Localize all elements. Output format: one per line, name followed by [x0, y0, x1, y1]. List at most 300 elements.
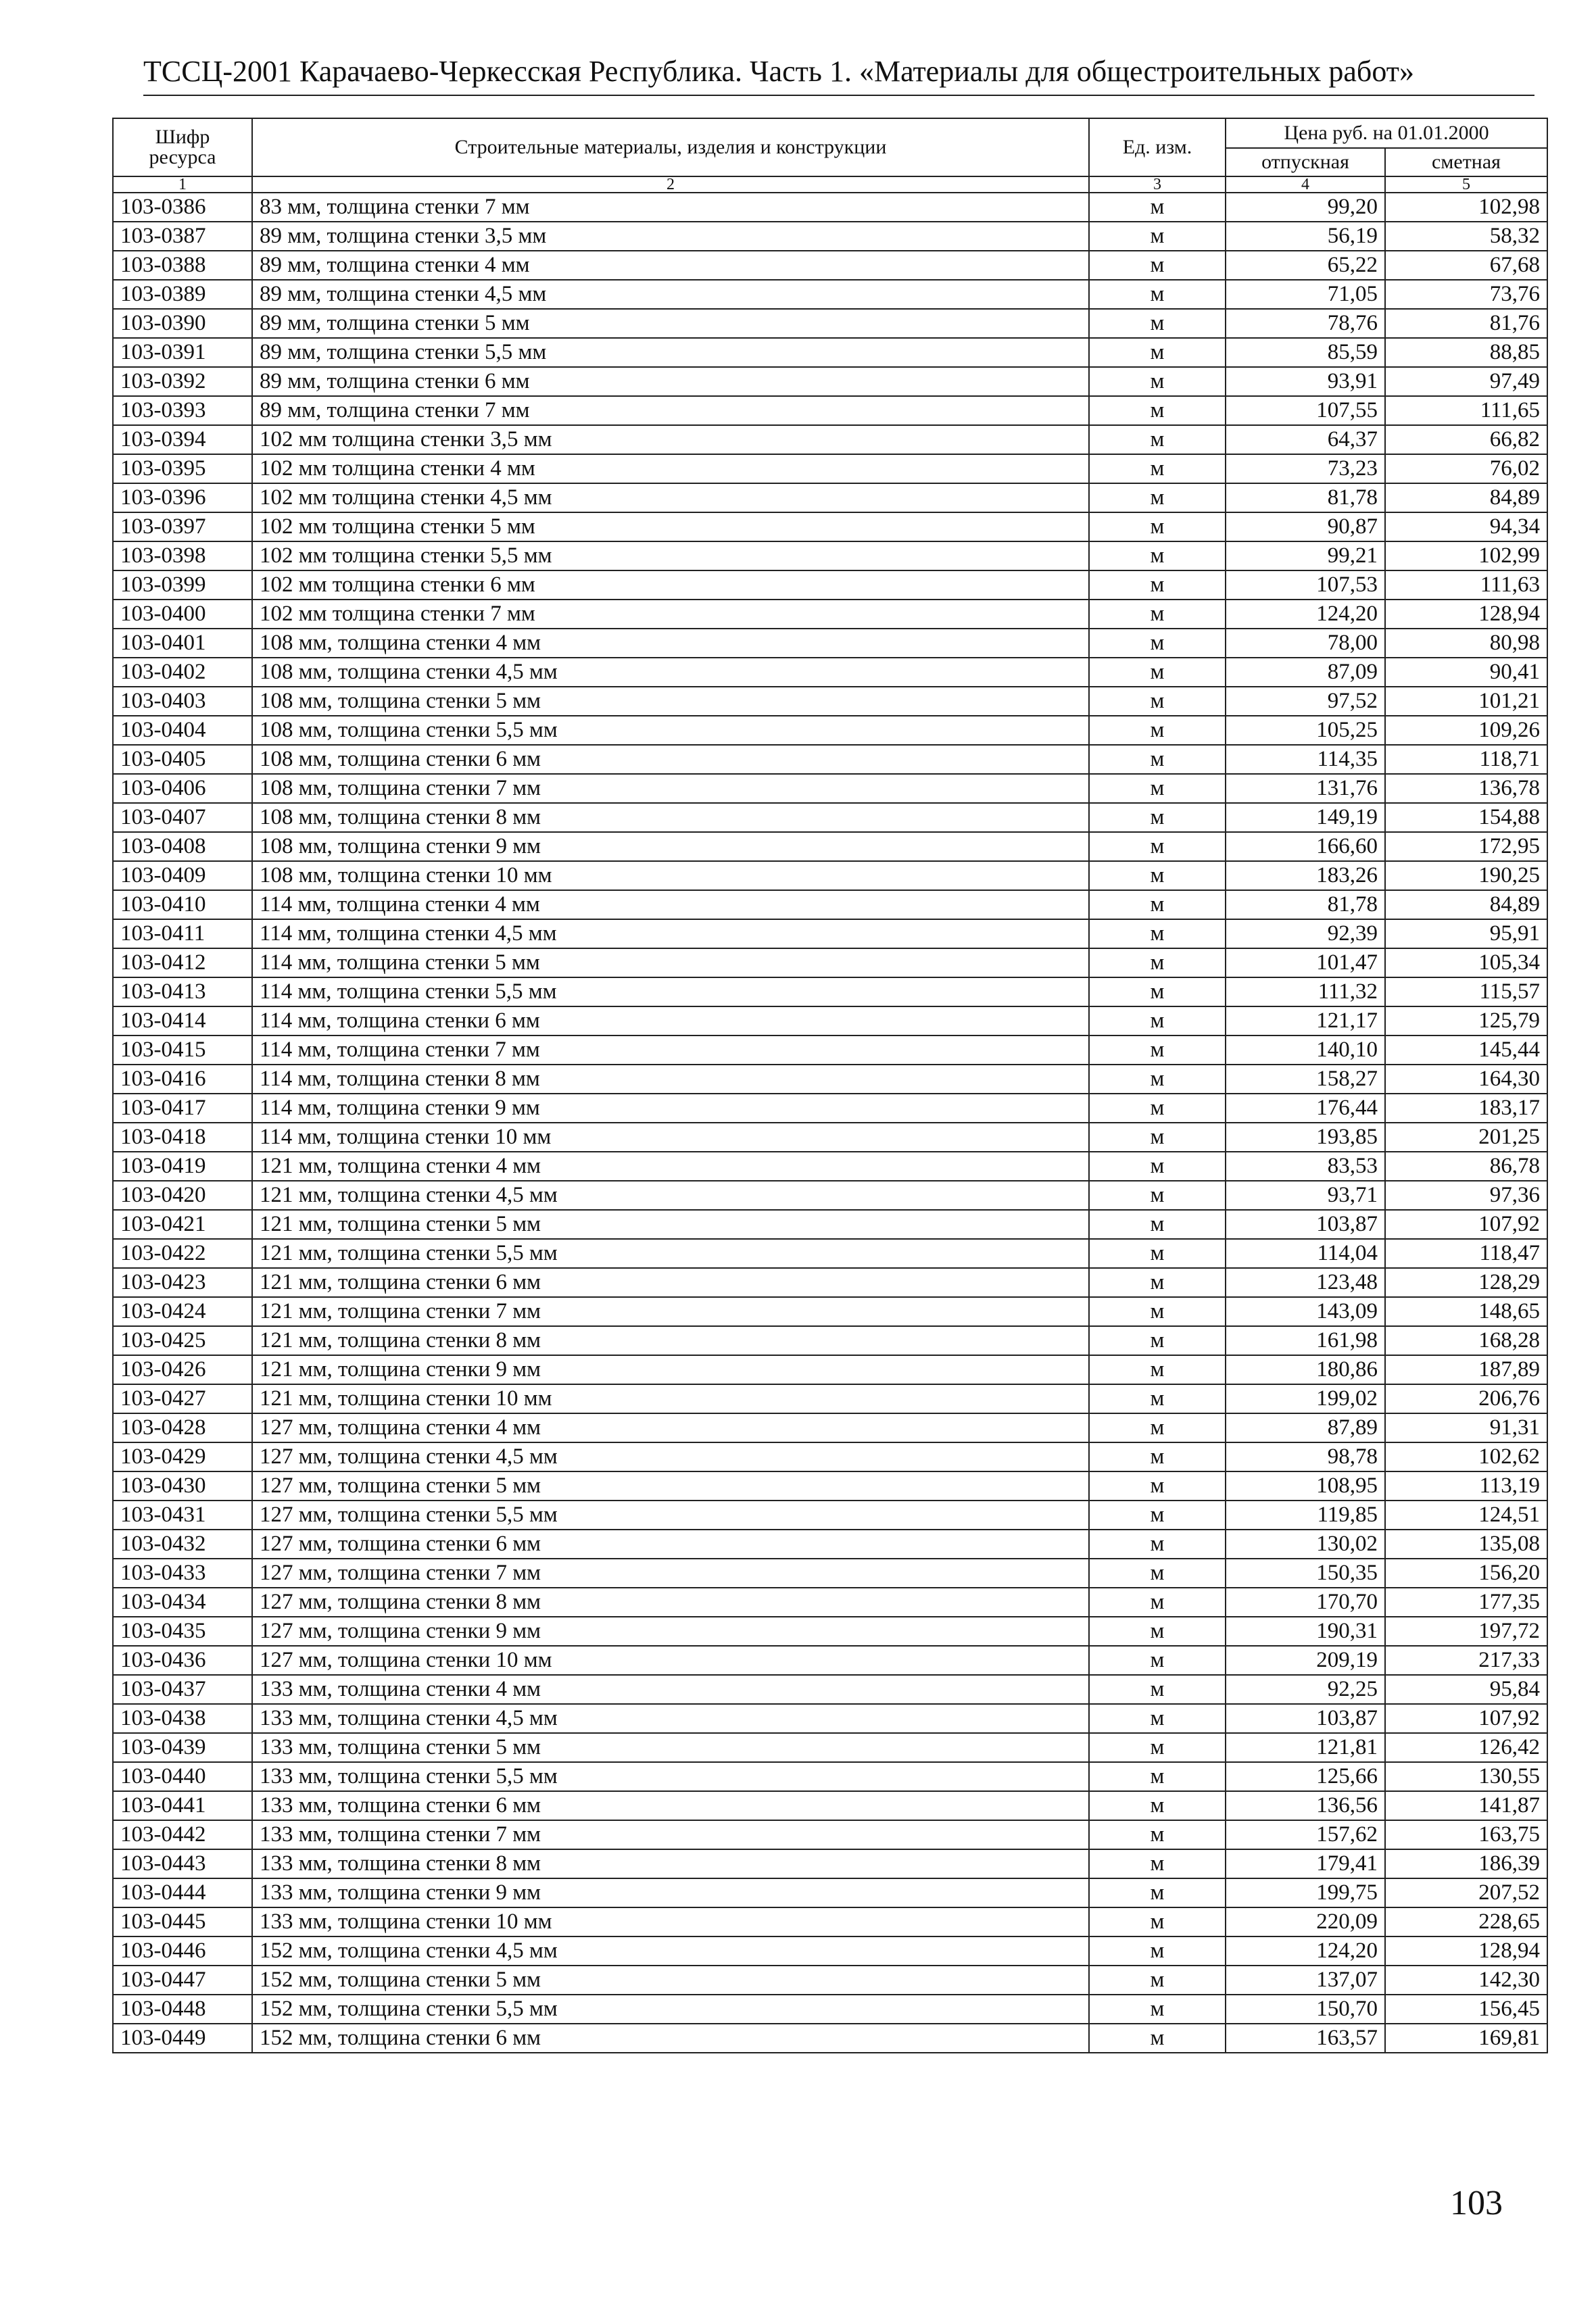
table-row — [113, 1704, 1547, 1733]
cell-estimate-price: 145,44 — [1385, 1035, 1547, 1065]
cell-name: 108 мм, толщина стенки 4 мм — [252, 629, 1089, 658]
cell-release-price: 170,70 — [1226, 1588, 1385, 1617]
cell-name: 114 мм, толщина стенки 9 мм — [252, 1094, 1089, 1123]
cell-unit: м — [1089, 919, 1226, 948]
cell-code: 103-0442 — [113, 1820, 252, 1849]
cell-estimate-price: 118,71 — [1385, 745, 1547, 774]
cell-release-price: 107,55 — [1226, 396, 1385, 425]
cell-estimate-price: 186,39 — [1385, 1849, 1547, 1878]
cell-code: 103-0428 — [113, 1413, 252, 1442]
cell-name: 133 мм, толщина стенки 5 мм — [252, 1733, 1089, 1762]
cell-unit: м — [1089, 309, 1226, 338]
cell-estimate-price: 90,41 — [1385, 658, 1547, 687]
cell-estimate-price: 124,51 — [1385, 1501, 1547, 1530]
cell-estimate-price: 76,02 — [1385, 454, 1547, 483]
cell-name: 108 мм, толщина стенки 10 мм — [252, 861, 1089, 890]
cell-estimate-price: 97,49 — [1385, 367, 1547, 396]
cell-release-price: 176,44 — [1226, 1094, 1385, 1123]
cell-code: 103-0389 — [113, 280, 252, 309]
cell-unit: м — [1089, 1152, 1226, 1181]
cell-estimate-price: 111,65 — [1385, 396, 1547, 425]
cell-release-price: 103,87 — [1226, 1210, 1385, 1239]
cell-unit: м — [1089, 1384, 1226, 1413]
cell-unit: м — [1089, 454, 1226, 483]
cell-unit: м — [1089, 1936, 1226, 1966]
table-row — [113, 1065, 1547, 1094]
cell-name: 89 мм, толщина стенки 7 мм — [252, 396, 1089, 425]
cell-release-price: 179,41 — [1226, 1849, 1385, 1878]
cell-release-price: 108,95 — [1226, 1471, 1385, 1501]
cell-estimate-price: 172,95 — [1385, 832, 1547, 861]
column-number-row — [113, 176, 1547, 193]
cell-release-price: 209,19 — [1226, 1646, 1385, 1675]
cell-code: 103-0437 — [113, 1675, 252, 1704]
cell-code: 103-0413 — [113, 977, 252, 1006]
cell-name: 121 мм, толщина стенки 6 мм — [252, 1268, 1089, 1297]
table-row — [113, 1152, 1547, 1181]
cell-estimate-price: 102,98 — [1385, 193, 1547, 222]
cell-release-price: 83,53 — [1226, 1152, 1385, 1181]
cell-unit: м — [1089, 280, 1226, 309]
cell-unit: м — [1089, 977, 1226, 1006]
column-number: 5 — [1385, 176, 1547, 193]
cell-release-price: 73,23 — [1226, 454, 1385, 483]
cell-code: 103-0394 — [113, 425, 252, 454]
cell-release-price: 137,07 — [1226, 1966, 1385, 1995]
cell-release-price: 124,20 — [1226, 600, 1385, 629]
cell-code: 103-0430 — [113, 1471, 252, 1501]
cell-code: 103-0386 — [113, 193, 252, 222]
cell-estimate-price: 141,87 — [1385, 1791, 1547, 1820]
price-table — [112, 118, 1548, 2053]
cell-release-price: 85,59 — [1226, 338, 1385, 367]
cell-estimate-price: 73,76 — [1385, 280, 1547, 309]
cell-release-price: 193,85 — [1226, 1123, 1385, 1152]
cell-unit: м — [1089, 1559, 1226, 1588]
cell-name: 108 мм, толщина стенки 9 мм — [252, 832, 1089, 861]
cell-unit: м — [1089, 803, 1226, 832]
header-rule — [143, 95, 1534, 96]
cell-estimate-price: 97,36 — [1385, 1181, 1547, 1210]
cell-unit: м — [1089, 1239, 1226, 1268]
cell-unit: м — [1089, 1442, 1226, 1471]
cell-code: 103-0405 — [113, 745, 252, 774]
cell-unit: м — [1089, 629, 1226, 658]
cell-estimate-price: 163,75 — [1385, 1820, 1547, 1849]
cell-unit: м — [1089, 367, 1226, 396]
cell-unit: м — [1089, 1820, 1226, 1849]
table-row — [113, 454, 1547, 483]
table-row — [113, 193, 1547, 222]
cell-name: 114 мм, толщина стенки 5 мм — [252, 948, 1089, 977]
cell-estimate-price: 168,28 — [1385, 1326, 1547, 1355]
cell-unit: м — [1089, 1733, 1226, 1762]
table-header-row — [113, 118, 1547, 148]
table-row — [113, 1820, 1547, 1849]
cell-name: 152 мм, толщина стенки 5 мм — [252, 1966, 1089, 1995]
cell-name: 133 мм, толщина стенки 6 мм — [252, 1791, 1089, 1820]
table-row — [113, 251, 1547, 280]
table-row — [113, 687, 1547, 716]
cell-unit: м — [1089, 193, 1226, 222]
cell-name: 108 мм, толщина стенки 5,5 мм — [252, 716, 1089, 745]
cell-unit: м — [1089, 1646, 1226, 1675]
cell-code: 103-0395 — [113, 454, 252, 483]
cell-code: 103-0408 — [113, 832, 252, 861]
table-row — [113, 338, 1547, 367]
cell-unit: м — [1089, 1791, 1226, 1820]
cell-release-price: 93,91 — [1226, 367, 1385, 396]
table-row — [113, 483, 1547, 512]
table-row — [113, 919, 1547, 948]
cell-code: 103-0422 — [113, 1239, 252, 1268]
cell-release-price: 101,47 — [1226, 948, 1385, 977]
table-row — [113, 222, 1547, 251]
cell-name: 114 мм, толщина стенки 5,5 мм — [252, 977, 1089, 1006]
cell-code: 103-0402 — [113, 658, 252, 687]
cell-estimate-price: 105,34 — [1385, 948, 1547, 977]
column-number: 4 — [1226, 176, 1385, 193]
table-row — [113, 1762, 1547, 1791]
column-header-price-group: Цена руб. на 01.01.2000 — [1226, 118, 1547, 148]
cell-release-price: 131,76 — [1226, 774, 1385, 803]
cell-name: 127 мм, толщина стенки 5,5 мм — [252, 1501, 1089, 1530]
cell-code: 103-0415 — [113, 1035, 252, 1065]
cell-code: 103-0396 — [113, 483, 252, 512]
cell-code: 103-0439 — [113, 1733, 252, 1762]
table-row — [113, 1966, 1547, 1995]
cell-code: 103-0400 — [113, 600, 252, 629]
cell-name: 121 мм, толщина стенки 9 мм — [252, 1355, 1089, 1384]
cell-name: 102 мм толщина стенки 6 мм — [252, 570, 1089, 600]
cell-name: 121 мм, толщина стенки 7 мм — [252, 1297, 1089, 1326]
cell-name: 89 мм, толщина стенки 5 мм — [252, 309, 1089, 338]
cell-code: 103-0410 — [113, 890, 252, 919]
cell-code: 103-0431 — [113, 1501, 252, 1530]
cell-estimate-price: 84,89 — [1385, 890, 1547, 919]
cell-estimate-price: 128,94 — [1385, 1936, 1547, 1966]
cell-code: 103-0427 — [113, 1384, 252, 1413]
cell-estimate-price: 142,30 — [1385, 1966, 1547, 1995]
cell-unit: м — [1089, 2024, 1226, 2053]
cell-estimate-price: 95,91 — [1385, 919, 1547, 948]
cell-release-price: 65,22 — [1226, 251, 1385, 280]
cell-code: 103-0388 — [113, 251, 252, 280]
cell-name: 121 мм, толщина стенки 4,5 мм — [252, 1181, 1089, 1210]
cell-release-price: 149,19 — [1226, 803, 1385, 832]
cell-unit: м — [1089, 425, 1226, 454]
cell-estimate-price: 88,85 — [1385, 338, 1547, 367]
cell-name: 127 мм, толщина стенки 5 мм — [252, 1471, 1089, 1501]
cell-estimate-price: 84,89 — [1385, 483, 1547, 512]
table-row — [113, 570, 1547, 600]
cell-release-price: 107,53 — [1226, 570, 1385, 600]
cell-unit: м — [1089, 1035, 1226, 1065]
cell-code: 103-0387 — [113, 222, 252, 251]
cell-name: 121 мм, толщина стенки 8 мм — [252, 1326, 1089, 1355]
cell-code: 103-0391 — [113, 338, 252, 367]
cell-unit: м — [1089, 1355, 1226, 1384]
cell-estimate-price: 66,82 — [1385, 425, 1547, 454]
cell-name: 121 мм, толщина стенки 5 мм — [252, 1210, 1089, 1239]
table-row — [113, 1675, 1547, 1704]
table-row — [113, 600, 1547, 629]
cell-unit: м — [1089, 948, 1226, 977]
cell-estimate-price: 130,55 — [1385, 1762, 1547, 1791]
cell-name: 89 мм, толщина стенки 4,5 мм — [252, 280, 1089, 309]
cell-code: 103-0436 — [113, 1646, 252, 1675]
cell-estimate-price: 156,45 — [1385, 1995, 1547, 2024]
cell-release-price: 98,78 — [1226, 1442, 1385, 1471]
cell-name: 108 мм, толщина стенки 5 мм — [252, 687, 1089, 716]
cell-release-price: 183,26 — [1226, 861, 1385, 890]
cell-unit: м — [1089, 1326, 1226, 1355]
table-row — [113, 658, 1547, 687]
cell-name: 114 мм, толщина стенки 4 мм — [252, 890, 1089, 919]
cell-unit: м — [1089, 832, 1226, 861]
cell-estimate-price: 177,35 — [1385, 1588, 1547, 1617]
cell-unit: м — [1089, 1413, 1226, 1442]
cell-release-price: 123,48 — [1226, 1268, 1385, 1297]
cell-release-price: 103,87 — [1226, 1704, 1385, 1733]
cell-code: 103-0417 — [113, 1094, 252, 1123]
cell-release-price: 64,37 — [1226, 425, 1385, 454]
cell-release-price: 150,70 — [1226, 1995, 1385, 2024]
table-row — [113, 1268, 1547, 1297]
cell-name: 114 мм, толщина стенки 6 мм — [252, 1006, 1089, 1035]
cell-estimate-price: 102,62 — [1385, 1442, 1547, 1471]
table-row — [113, 1239, 1547, 1268]
table-row — [113, 1471, 1547, 1501]
cell-code: 103-0390 — [113, 309, 252, 338]
table-row — [113, 1530, 1547, 1559]
cell-code: 103-0421 — [113, 1210, 252, 1239]
cell-name: 127 мм, толщина стенки 7 мм — [252, 1559, 1089, 1588]
cell-release-price: 114,04 — [1226, 1239, 1385, 1268]
cell-unit: м — [1089, 745, 1226, 774]
cell-name: 102 мм толщина стенки 7 мм — [252, 600, 1089, 629]
cell-estimate-price: 107,92 — [1385, 1704, 1547, 1733]
cell-name: 89 мм, толщина стенки 3,5 мм — [252, 222, 1089, 251]
cell-code: 103-0440 — [113, 1762, 252, 1791]
cell-unit: м — [1089, 1995, 1226, 2024]
cell-estimate-price: 128,29 — [1385, 1268, 1547, 1297]
table-row — [113, 1123, 1547, 1152]
table-row — [113, 890, 1547, 919]
cell-release-price: 166,60 — [1226, 832, 1385, 861]
cell-code: 103-0433 — [113, 1559, 252, 1588]
table-row — [113, 861, 1547, 890]
table-row — [113, 1733, 1547, 1762]
column-number: 3 — [1089, 176, 1226, 193]
cell-release-price: 136,56 — [1226, 1791, 1385, 1820]
cell-release-price: 199,02 — [1226, 1384, 1385, 1413]
cell-estimate-price: 94,34 — [1385, 512, 1547, 541]
cell-code: 103-0444 — [113, 1878, 252, 1907]
cell-code: 103-0401 — [113, 629, 252, 658]
cell-unit: м — [1089, 861, 1226, 890]
cell-name: 152 мм, толщина стенки 6 мм — [252, 2024, 1089, 2053]
table-row — [113, 1559, 1547, 1588]
cell-code: 103-0414 — [113, 1006, 252, 1035]
cell-estimate-price: 164,30 — [1385, 1065, 1547, 1094]
table-row — [113, 1936, 1547, 1966]
cell-code: 103-0429 — [113, 1442, 252, 1471]
cell-estimate-price: 91,31 — [1385, 1413, 1547, 1442]
table-body — [113, 193, 1547, 2053]
column-header-code: Шифр ресурса — [113, 118, 252, 176]
table-row — [113, 1094, 1547, 1123]
cell-unit: м — [1089, 1966, 1226, 1995]
cell-code: 103-0419 — [113, 1152, 252, 1181]
cell-unit: м — [1089, 1006, 1226, 1035]
cell-estimate-price: 102,99 — [1385, 541, 1547, 570]
table-row — [113, 1849, 1547, 1878]
cell-unit: м — [1089, 1878, 1226, 1907]
cell-name: 121 мм, толщина стенки 10 мм — [252, 1384, 1089, 1413]
cell-estimate-price: 183,17 — [1385, 1094, 1547, 1123]
cell-unit: м — [1089, 600, 1226, 629]
cell-estimate-price: 86,78 — [1385, 1152, 1547, 1181]
cell-code: 103-0434 — [113, 1588, 252, 1617]
table-row — [113, 832, 1547, 861]
cell-estimate-price: 109,26 — [1385, 716, 1547, 745]
cell-unit: м — [1089, 1181, 1226, 1210]
cell-estimate-price: 125,79 — [1385, 1006, 1547, 1035]
cell-name: 127 мм, толщина стенки 6 мм — [252, 1530, 1089, 1559]
cell-release-price: 119,85 — [1226, 1501, 1385, 1530]
cell-name: 152 мм, толщина стенки 4,5 мм — [252, 1936, 1089, 1966]
table-row — [113, 1878, 1547, 1907]
cell-estimate-price: 81,76 — [1385, 309, 1547, 338]
cell-name: 114 мм, толщина стенки 4,5 мм — [252, 919, 1089, 948]
cell-release-price: 105,25 — [1226, 716, 1385, 745]
table-row — [113, 309, 1547, 338]
cell-release-price: 220,09 — [1226, 1907, 1385, 1936]
cell-name: 108 мм, толщина стенки 6 мм — [252, 745, 1089, 774]
cell-unit: м — [1089, 1704, 1226, 1733]
table-row — [113, 629, 1547, 658]
page-header-title: ТССЦ-2001 Карачаево-Черкесская Республика. Часть 1. «Материалы для общестроительных работ» — [143, 55, 1414, 88]
cell-unit: м — [1089, 338, 1226, 367]
cell-code: 103-0435 — [113, 1617, 252, 1646]
cell-code: 103-0420 — [113, 1181, 252, 1210]
cell-name: 89 мм, толщина стенки 4 мм — [252, 251, 1089, 280]
cell-release-price: 81,78 — [1226, 483, 1385, 512]
cell-estimate-price: 107,92 — [1385, 1210, 1547, 1239]
cell-unit: м — [1089, 1123, 1226, 1152]
cell-unit: м — [1089, 1297, 1226, 1326]
cell-estimate-price: 217,33 — [1385, 1646, 1547, 1675]
cell-code: 103-0443 — [113, 1849, 252, 1878]
cell-code: 103-0449 — [113, 2024, 252, 2053]
cell-name: 133 мм, толщина стенки 10 мм — [252, 1907, 1089, 1936]
cell-estimate-price: 201,25 — [1385, 1123, 1547, 1152]
cell-name: 102 мм толщина стенки 5 мм — [252, 512, 1089, 541]
cell-code: 103-0445 — [113, 1907, 252, 1936]
cell-unit: м — [1089, 1530, 1226, 1559]
cell-estimate-price: 67,68 — [1385, 251, 1547, 280]
table-row — [113, 425, 1547, 454]
cell-release-price: 140,10 — [1226, 1035, 1385, 1065]
cell-release-price: 121,17 — [1226, 1006, 1385, 1035]
cell-release-price: 180,86 — [1226, 1355, 1385, 1384]
cell-name: 108 мм, толщина стенки 8 мм — [252, 803, 1089, 832]
table-row — [113, 716, 1547, 745]
cell-name: 121 мм, толщина стенки 5,5 мм — [252, 1239, 1089, 1268]
cell-unit: м — [1089, 512, 1226, 541]
table-row — [113, 1907, 1547, 1936]
cell-code: 103-0424 — [113, 1297, 252, 1326]
cell-code: 103-0397 — [113, 512, 252, 541]
cell-name: 114 мм, толщина стенки 7 мм — [252, 1035, 1089, 1065]
table-row — [113, 948, 1547, 977]
cell-estimate-price: 118,47 — [1385, 1239, 1547, 1268]
cell-unit: м — [1089, 658, 1226, 687]
cell-estimate-price: 128,94 — [1385, 600, 1547, 629]
cell-estimate-price: 190,25 — [1385, 861, 1547, 890]
cell-estimate-price: 228,65 — [1385, 1907, 1547, 1936]
cell-estimate-price: 207,52 — [1385, 1878, 1547, 1907]
cell-unit: м — [1089, 1471, 1226, 1501]
table-row — [113, 1646, 1547, 1675]
cell-name: 127 мм, толщина стенки 4,5 мм — [252, 1442, 1089, 1471]
cell-release-price: 92,25 — [1226, 1675, 1385, 1704]
cell-release-price: 78,00 — [1226, 629, 1385, 658]
cell-estimate-price: 169,81 — [1385, 2024, 1547, 2053]
cell-code: 103-0392 — [113, 367, 252, 396]
cell-unit: м — [1089, 1210, 1226, 1239]
cell-release-price: 99,20 — [1226, 193, 1385, 222]
table-row — [113, 1181, 1547, 1210]
table-row — [113, 1210, 1547, 1239]
cell-name: 133 мм, толщина стенки 8 мм — [252, 1849, 1089, 1878]
cell-unit: м — [1089, 251, 1226, 280]
cell-release-price: 150,35 — [1226, 1559, 1385, 1588]
cell-release-price: 130,02 — [1226, 1530, 1385, 1559]
cell-unit: м — [1089, 1762, 1226, 1791]
cell-release-price: 158,27 — [1226, 1065, 1385, 1094]
table-row — [113, 1006, 1547, 1035]
cell-estimate-price: 187,89 — [1385, 1355, 1547, 1384]
cell-name: 133 мм, толщина стенки 5,5 мм — [252, 1762, 1089, 1791]
cell-name: 127 мм, толщина стенки 4 мм — [252, 1413, 1089, 1442]
cell-estimate-price: 206,76 — [1385, 1384, 1547, 1413]
cell-unit: м — [1089, 890, 1226, 919]
cell-estimate-price: 113,19 — [1385, 1471, 1547, 1501]
table-row — [113, 280, 1547, 309]
cell-code: 103-0407 — [113, 803, 252, 832]
cell-estimate-price: 148,65 — [1385, 1297, 1547, 1326]
cell-name: 102 мм толщина стенки 4,5 мм — [252, 483, 1089, 512]
table-row — [113, 1326, 1547, 1355]
cell-release-price: 121,81 — [1226, 1733, 1385, 1762]
table-row — [113, 774, 1547, 803]
cell-code: 103-0406 — [113, 774, 252, 803]
cell-name: 127 мм, толщина стенки 8 мм — [252, 1588, 1089, 1617]
cell-unit: м — [1089, 1094, 1226, 1123]
cell-name: 102 мм толщина стенки 5,5 мм — [252, 541, 1089, 570]
cell-code: 103-0393 — [113, 396, 252, 425]
column-header-unit: Ед. изм. — [1089, 118, 1226, 176]
cell-name: 133 мм, толщина стенки 9 мм — [252, 1878, 1089, 1907]
cell-name: 152 мм, толщина стенки 5,5 мм — [252, 1995, 1089, 2024]
cell-name: 83 мм, толщина стенки 7 мм — [252, 193, 1089, 222]
cell-unit: м — [1089, 1065, 1226, 1094]
cell-unit: м — [1089, 570, 1226, 600]
cell-unit: м — [1089, 687, 1226, 716]
table-row — [113, 2024, 1547, 2053]
